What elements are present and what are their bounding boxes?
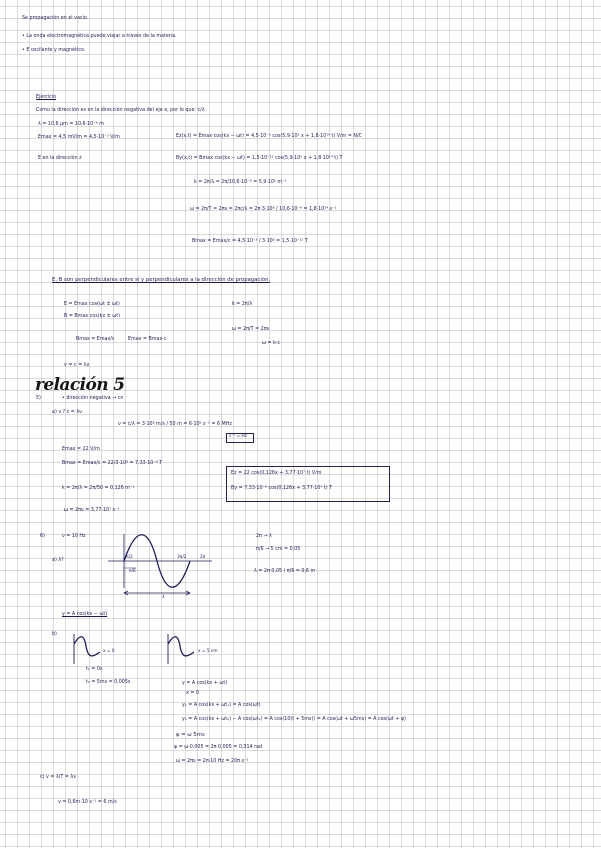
- b-field-equation: By(x,t) = Bmax cos(kx − ωt) = 1,5·10⁻¹¹ cos(5,9·10⁵ x + 1,8·10¹⁴ t) T: [176, 156, 343, 161]
- bmax-calc: Bmax = Emax/c = 4,5·10⁻³ / 3·10⁸ = 1,5·10⁻¹¹ T: [192, 239, 308, 244]
- graph-label-pi-over-2: π/2: [126, 555, 133, 560]
- pulse-x0-label: x = 0: [103, 649, 115, 654]
- problem-6-label: 6): [40, 534, 45, 539]
- ejercicio-statement: Como la dirección es en la dirección negativa del eje x, por lo que: c/λ: [36, 108, 205, 113]
- graph-label-pi-over-6: π/6: [129, 569, 136, 574]
- e-direction-note: E en la dirección z: [38, 156, 82, 161]
- ejercicio-heading: Ejercicio: [36, 95, 57, 100]
- hz-unit-note: s⁻¹ = Hz: [229, 434, 248, 439]
- phase-step-5: φ = ω 5ms: [176, 732, 205, 738]
- problem-5-b-result: By = 7,33·10⁻⁸ cos(0,126x + 3,77·10⁷ t) T: [231, 486, 333, 491]
- problem-5-omega: ω = 2πν = 3,77·10⁷ s⁻¹: [64, 508, 120, 513]
- phase-step-6: φ = ω·0,005 = 2π·0,005 = 0,314 rad: [174, 745, 263, 750]
- problem-6-c: c) v = λ/T = λν: [40, 775, 76, 780]
- problem-6-frequency: ν = 10 Hz: [62, 534, 86, 539]
- graph-label-3pi-over-2: 3π/2: [177, 555, 187, 560]
- pulse-x5-label: x = 5 cm: [198, 649, 218, 654]
- problem-6-speed-result: v = 0,6m·10 s⁻¹ = 6 m/s: [58, 800, 117, 805]
- phase-step-2: x = 0: [186, 691, 199, 696]
- general-e-equation: E = Emax cos(ωt ± ωt): [64, 302, 120, 307]
- general-k-relation: k = 2π/λ: [232, 302, 253, 307]
- problem-6-b: b): [52, 632, 57, 637]
- intro-line-1: Se propagación en el vacío.: [22, 16, 89, 21]
- relacion-title: relación 5: [35, 375, 125, 395]
- intro-line-2: • La onda electromagnética puede viajar a través de la materia.: [22, 34, 177, 39]
- intro-line-3: • E oscilante y magnético.: [22, 48, 86, 53]
- emax-value: Emax = 4,5 mV/m = 4,5·10⁻³ V/m: [38, 135, 120, 140]
- phase-step-4: y₂ = A cos(kx + ωt₂) − A cos(ωt₂) = A cos(10(t + 5ms)) = A cos(ωt + ω5ms) = A cos(ωt + φ): [182, 717, 406, 722]
- problem-5-e-result: Ez = 22 cos(0,126x + 3,77·10⁷ t) V/m: [231, 471, 322, 476]
- problem-5-frequency-calc: ν = c/λ = 3·10⁸ m/s / 50 m = 6·10⁶ s⁻¹ = 6 MHz: [118, 422, 232, 427]
- phase-step-3: y₁ = A cos(kx + ωt₁) = A cos(ωt): [182, 703, 261, 708]
- e-field-equation: Ez(x,t) = Emax cos(kx − ωt) = 4,5·10⁻³ cos(5,9·10⁵ x + 1,8·10¹⁴ t) V/m = N/C: [176, 134, 362, 139]
- general-speed-relation: v = c = λν: [64, 363, 90, 368]
- problem-5-emax: Emax = 22 V/m: [62, 447, 100, 452]
- problem-5-bmax: Bmax = Emax/c = 22/3·10⁸ = 7,33·10⁻⁸ T: [62, 461, 163, 466]
- general-emax-relation: Emax = Bmax·c: [128, 337, 167, 342]
- sine-wave-sketch: [100, 530, 220, 605]
- general-b-equation: B = Bmax cos(kx ± ωt): [64, 314, 121, 319]
- general-w-k-relation: ω = k·c: [262, 341, 281, 346]
- problem-5-frequency-question: a) ν ? c = λν: [52, 410, 82, 415]
- problem-5-k: k = 2π/λ = 2π/50 = 0,126 m⁻¹: [62, 486, 135, 491]
- problem-6-ratio-2: π/6 → 5 cm = 0,05: [256, 547, 301, 552]
- phase-step-1: y = A cos(kx + ωt): [182, 681, 228, 686]
- perpendicularity-note: E, B son perpendiculares entre sí y perpendiculares a la dirección de propagación.: [52, 277, 271, 283]
- general-bmax-relation: Bmax = Emax/c: [76, 337, 115, 342]
- problem-5-label: 5): [36, 396, 41, 401]
- problem-6-a: a) λ?: [52, 558, 64, 563]
- wave-number-calc: k = 2π/λ = 2π/10,6·10⁻⁶ = 5,9·10⁵ m⁻¹: [194, 180, 287, 185]
- graph-label-2pi: 2π: [200, 555, 206, 560]
- phase-step-7: ω = 2πν = 2π·10 Hz = 20π s⁻¹: [176, 759, 249, 764]
- problem-5-direction: • dirección negativa → cn: [62, 396, 124, 401]
- general-w-relation: ω = 2π/T = 2πν: [232, 327, 270, 332]
- problem-6-ratio-1: 2π → λ: [256, 534, 272, 539]
- time-t2: t₂ = 5ms = 0,005s: [86, 680, 131, 685]
- time-t1: t₁ = 0s: [86, 667, 103, 672]
- lambda-value: λ = 10,6 µm = 10,6·10⁻⁶ m: [38, 122, 104, 127]
- graph-label-lambda: λ: [162, 595, 165, 600]
- problem-6-lambda-result: λ = 2π·0,05 / π/6 = 0,6 m: [254, 569, 316, 574]
- problem-6-wave-equation: y = A cos(kx − ωt): [62, 612, 108, 617]
- angular-frequency-calc: ω = 2π/T = 2πν = 2πc/λ = 2π·3·10⁸ / 10,6·10⁻⁶ = 1,8·10¹⁴ s⁻¹: [190, 207, 337, 212]
